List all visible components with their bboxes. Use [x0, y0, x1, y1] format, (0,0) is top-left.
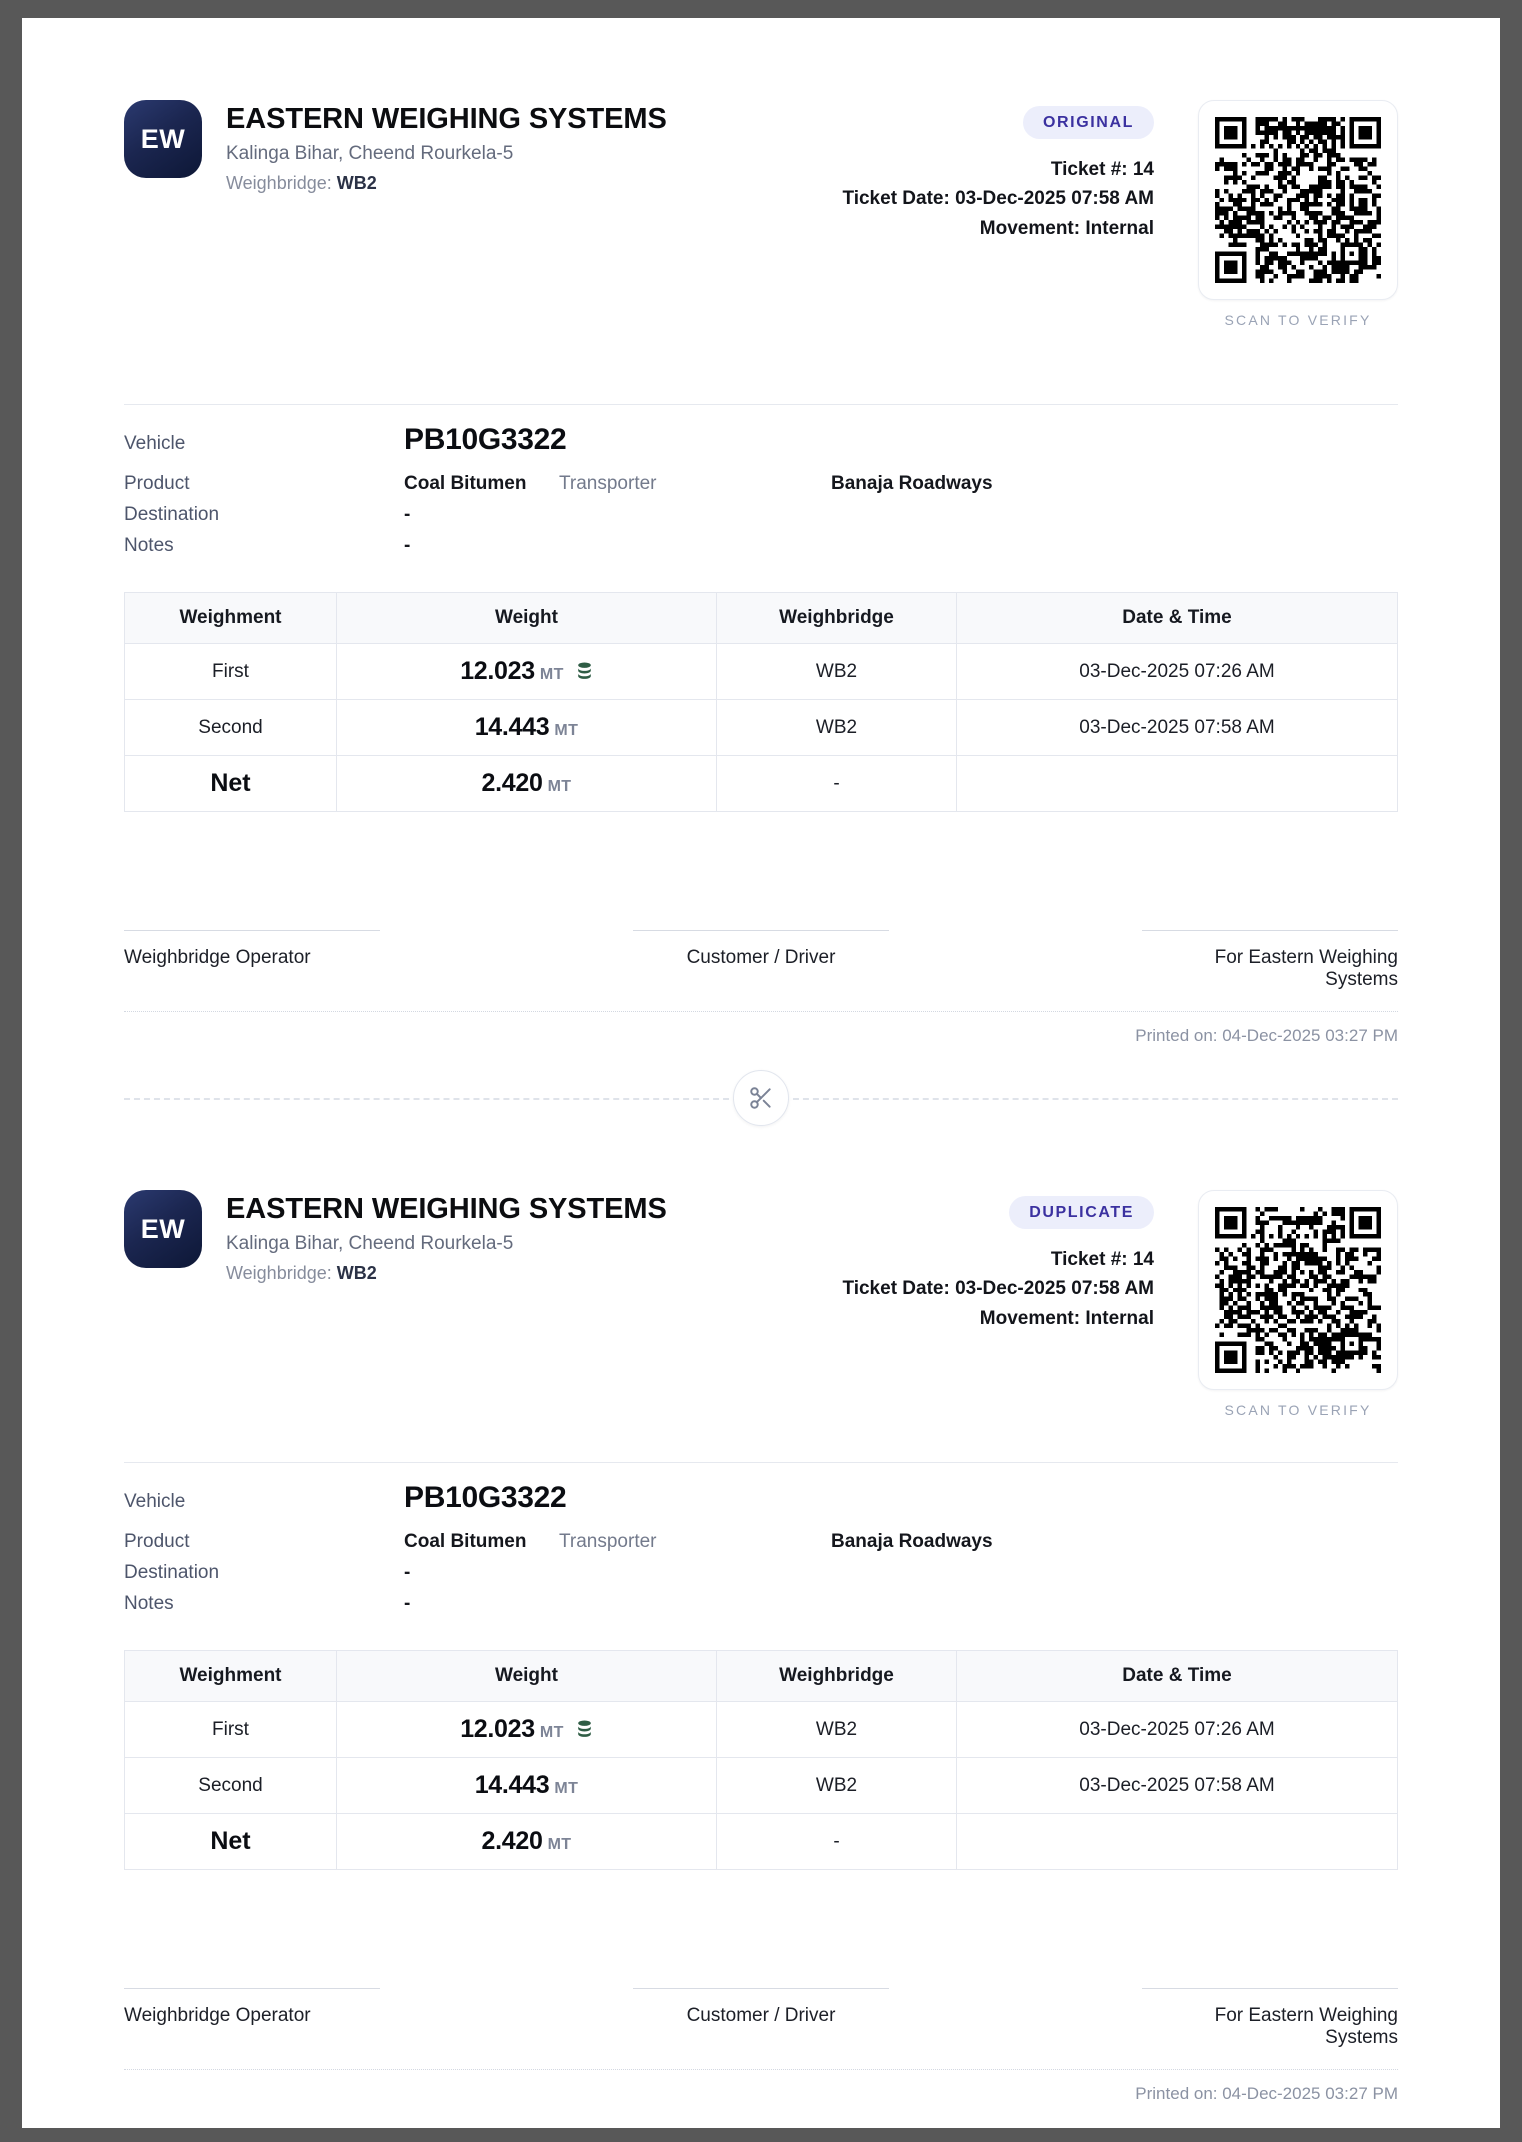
company-brand-duplicate — [124, 1190, 667, 1285]
transporter-value: Banaja Roadways — [831, 473, 993, 494]
col-datetime-duplicate: Date & Time — [957, 1651, 1398, 1702]
table-row-duplicate — [125, 1814, 1398, 1870]
cell-datetime-duplicate: 03-Dec-2025 07:58 AM — [957, 1758, 1398, 1814]
cell-datetime — [957, 756, 1398, 812]
source-database-icon — [576, 662, 593, 681]
printed-on-text-duplicate: Printed on: 04-Dec-2025 03:27 PM — [1135, 2084, 1398, 2103]
company-weighbridge-duplicate — [226, 1263, 667, 1285]
ticket-movement: Movement: Internal — [979, 217, 1154, 239]
cell-weighment-duplicate: Net — [125, 1814, 337, 1870]
company-weighbridge-value-duplicate: WB2 — [336, 1263, 377, 1284]
signature-company — [1142, 930, 1398, 991]
signature-line-customer-duplicate — [633, 1988, 889, 1989]
qr-card-duplicate — [1198, 1190, 1398, 1390]
signature-line-company — [1142, 930, 1398, 931]
company-logo-initials: EW — [140, 123, 186, 154]
ticket-copy-original — [22, 18, 1500, 1046]
transporter-value-duplicate: Banaja Roadways — [831, 1531, 993, 1552]
product-label-duplicate: Product — [124, 1531, 190, 1552]
detail-row-notes-duplicate — [124, 1593, 1398, 1624]
company-address-duplicate: Kalinga Bihar, Cheend Rourkela-5 — [226, 1233, 514, 1255]
weighments-table-duplicate — [124, 1650, 1398, 1870]
signature-line-operator — [124, 930, 380, 931]
cell-weighment: First — [125, 644, 337, 700]
signature-area — [124, 930, 1398, 991]
weighments-body-duplicate — [125, 1702, 1398, 1870]
vehicle-value-duplicate: PB10G3322 — [404, 1481, 567, 1514]
signature-label-customer: Customer / Driver — [686, 947, 836, 968]
cell-weighbridge-duplicate: WB2 — [717, 1758, 957, 1814]
cell-datetime-duplicate — [957, 1814, 1398, 1870]
col-weighbridge-duplicate: Weighbridge — [717, 1651, 957, 1702]
ticket-details-duplicate — [124, 1463, 1398, 1624]
detail-row-notes — [124, 535, 1398, 566]
notes-label: Notes — [124, 535, 174, 556]
weighments-header-row — [125, 593, 1398, 644]
cut-here-divider — [124, 1046, 1398, 1150]
ticket-number: Ticket #: 14 — [1050, 159, 1154, 180]
notes-value-duplicate: - — [404, 1593, 411, 1614]
scissors-icon — [733, 1070, 789, 1126]
cell-weight-duplicate: 12.023 MT — [337, 1702, 717, 1758]
company-logo — [124, 100, 202, 178]
product-value-duplicate: Coal Bitumen — [404, 1531, 527, 1552]
table-row-duplicate — [125, 1758, 1398, 1814]
vehicle-value: PB10G3322 — [404, 423, 567, 456]
cell-weighment: Second — [125, 700, 337, 756]
ticket-meta-duplicate — [842, 1190, 1154, 1333]
table-row — [125, 700, 1398, 756]
printable-page — [22, 18, 1500, 2128]
col-weighment-duplicate: Weighment — [125, 1651, 337, 1702]
col-weighbridge: Weighbridge — [717, 593, 957, 644]
weighments-body — [125, 644, 1398, 812]
qr-card — [1198, 100, 1398, 300]
destination-label: Destination — [124, 504, 220, 525]
signature-customer-duplicate — [633, 1988, 889, 2049]
company-name-duplicate: EASTERN WEIGHING SYSTEMS — [226, 1193, 667, 1225]
cell-weighment: Net — [125, 756, 337, 812]
transporter-label: Transporter — [559, 473, 657, 494]
signature-area-duplicate — [124, 1988, 1398, 2049]
table-row-duplicate — [125, 1702, 1398, 1758]
cell-weighment-duplicate: Second — [125, 1758, 337, 1814]
company-logo-initials-duplicate: EW — [140, 1213, 186, 1244]
company-brand-text — [226, 100, 667, 195]
col-weight: Weight — [337, 593, 717, 644]
cell-weight-duplicate: 14.443 MT — [337, 1758, 717, 1814]
company-name: EASTERN WEIGHING SYSTEMS — [226, 103, 667, 135]
signature-operator-duplicate — [124, 1988, 380, 2049]
detail-row-vehicle — [124, 423, 1398, 469]
product-value: Coal Bitumen — [404, 473, 527, 494]
company-brand — [124, 100, 667, 195]
notes-label-duplicate: Notes — [124, 1593, 174, 1614]
product-label: Product — [124, 473, 190, 494]
ticket-header-right-duplicate — [842, 1190, 1398, 1418]
cell-datetime-duplicate: 03-Dec-2025 07:26 AM — [957, 1702, 1398, 1758]
detail-row-destination — [124, 504, 1398, 535]
weighments-table — [124, 592, 1398, 812]
company-logo-duplicate — [124, 1190, 202, 1268]
cell-weighbridge-duplicate: - — [717, 1814, 957, 1870]
signature-label-customer-duplicate: Customer / Driver — [686, 2005, 836, 2026]
source-database-icon — [576, 1720, 593, 1739]
signature-label-operator-duplicate: Weighbridge Operator — [124, 2005, 311, 2026]
vehicle-label-duplicate: Vehicle — [124, 1491, 186, 1512]
col-datetime: Date & Time — [957, 593, 1398, 644]
ticket-date-duplicate: Ticket Date: 03-Dec-2025 07:58 AM — [842, 1278, 1154, 1300]
signature-line-customer — [633, 930, 889, 931]
table-row — [125, 756, 1398, 812]
ticket-header-right — [842, 100, 1398, 328]
ticket-movement-duplicate: Movement: Internal — [979, 1307, 1154, 1329]
cell-weighbridge: - — [717, 756, 957, 812]
signature-line-company-duplicate — [1142, 1988, 1398, 1989]
vehicle-label: Vehicle — [124, 433, 186, 454]
cell-weight: 12.023 MT — [337, 644, 717, 700]
qr-code-icon — [1215, 117, 1381, 283]
ticket-details — [124, 405, 1398, 566]
cell-weight: 14.443 MT — [337, 700, 717, 756]
ticket-meta — [842, 100, 1154, 243]
ticket-copy-duplicate — [22, 1150, 1500, 2128]
signature-customer — [633, 930, 889, 991]
ticket-number-duplicate: Ticket #: 14 — [1050, 1249, 1154, 1270]
printed-on-text: Printed on: 04-Dec-2025 03:27 PM — [1135, 1026, 1398, 1045]
transporter-label-duplicate: Transporter — [559, 1531, 657, 1552]
ticket-date: Ticket Date: 03-Dec-2025 07:58 AM — [842, 188, 1154, 210]
cell-weighbridge-duplicate: WB2 — [717, 1702, 957, 1758]
cell-weight: 2.420 MT — [337, 756, 717, 812]
destination-value: - — [404, 504, 411, 525]
signature-company-duplicate — [1142, 1988, 1398, 2049]
qr-section-duplicate — [1198, 1190, 1398, 1418]
col-weighment: Weighment — [125, 593, 337, 644]
detail-row-product — [124, 473, 1398, 504]
bottom-spacer — [124, 2104, 1398, 2128]
company-weighbridge-label: Weighbridge: — [226, 173, 332, 194]
col-weight-duplicate: Weight — [337, 1651, 717, 1702]
qr-code-icon-duplicate — [1215, 1207, 1381, 1373]
company-weighbridge-label-duplicate: Weighbridge: — [226, 1263, 332, 1284]
company-weighbridge-value: WB2 — [336, 173, 377, 194]
ticket-header — [124, 18, 1398, 328]
signature-label-operator: Weighbridge Operator — [124, 947, 311, 968]
company-brand-text-duplicate — [226, 1190, 667, 1285]
cell-weight-duplicate: 2.420 MT — [337, 1814, 717, 1870]
detail-row-product-duplicate — [124, 1531, 1398, 1562]
destination-value-duplicate: - — [404, 1562, 411, 1583]
signature-line-operator-duplicate — [124, 1988, 380, 1989]
detail-row-vehicle-duplicate — [124, 1481, 1398, 1527]
copy-type-badge: ORIGINAL — [1023, 106, 1154, 139]
detail-row-destination-duplicate — [124, 1562, 1398, 1593]
destination-label-duplicate: Destination — [124, 1562, 220, 1583]
signature-label-company-duplicate: For Eastern Weighing Systems — [1214, 2005, 1398, 2048]
company-address: Kalinga Bihar, Cheend Rourkela-5 — [226, 143, 514, 165]
copy-type-badge-duplicate: DUPLICATE — [1009, 1196, 1154, 1229]
notes-value: - — [404, 535, 411, 556]
cell-weighbridge: WB2 — [717, 700, 957, 756]
ticket-header-duplicate — [124, 1150, 1398, 1418]
cell-datetime: 03-Dec-2025 07:26 AM — [957, 644, 1398, 700]
signature-operator — [124, 930, 380, 991]
cell-weighment-duplicate: First — [125, 1702, 337, 1758]
qr-section — [1198, 100, 1398, 328]
weighments-header-row-duplicate — [125, 1651, 1398, 1702]
qr-caption: SCAN TO VERIFY — [1224, 312, 1372, 328]
company-weighbridge — [226, 173, 667, 195]
signature-label-company: For Eastern Weighing Systems — [1214, 947, 1398, 990]
qr-caption-duplicate: SCAN TO VERIFY — [1224, 1402, 1372, 1418]
table-row — [125, 644, 1398, 700]
cell-datetime: 03-Dec-2025 07:58 AM — [957, 700, 1398, 756]
cell-weighbridge: WB2 — [717, 644, 957, 700]
